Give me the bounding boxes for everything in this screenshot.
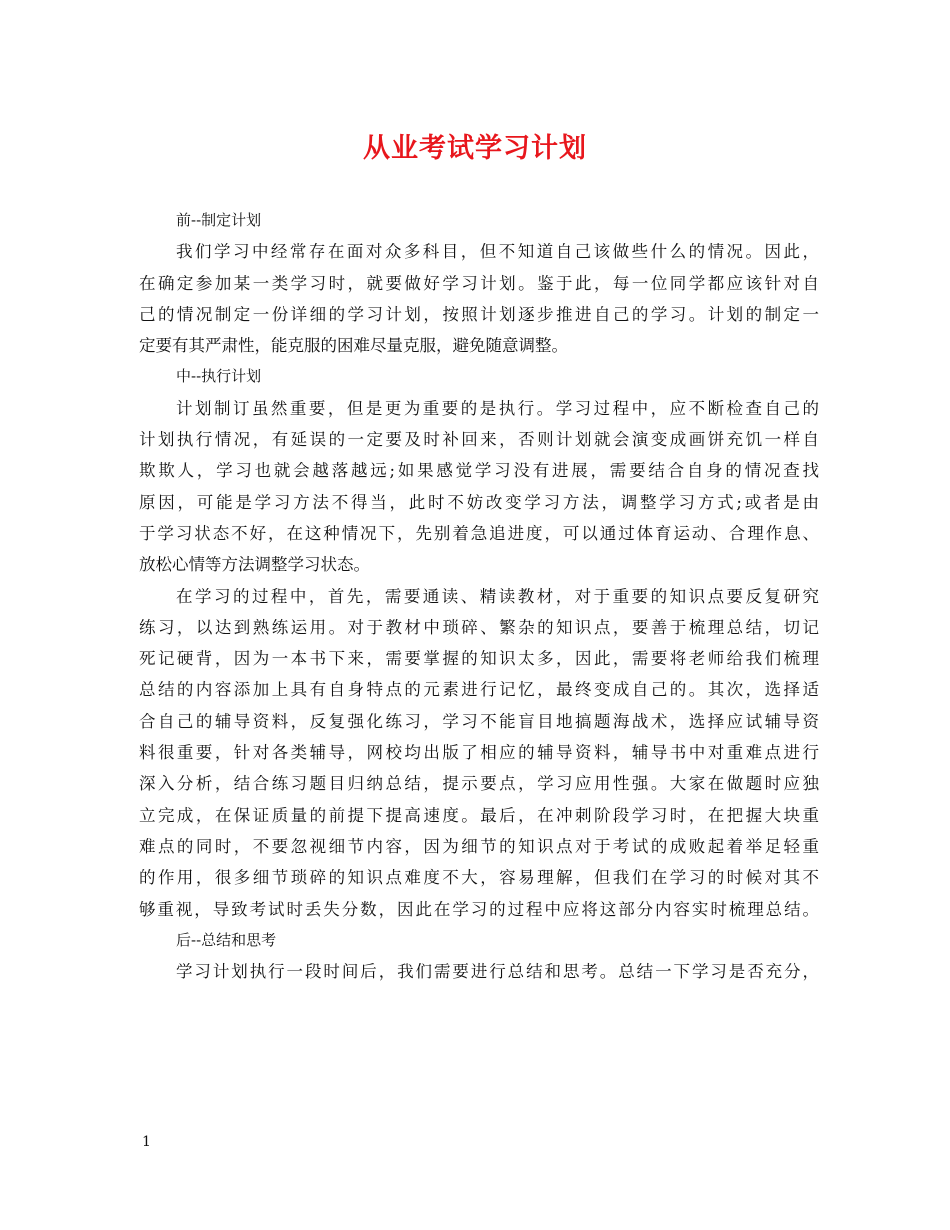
body-text-line: 料很重要，针对各类辅导，网校均出版了相应的辅导资料，辅导书中对重难点进行 bbox=[139, 743, 819, 763]
body-text-line: 死记硬背，因为一本书下来，需要掌握的知识太多，因此，需要将老师给我们梳理 bbox=[139, 649, 819, 669]
body-text-line: 学习计划执行一段时间后，我们需要进行总结和思考。总结一下学习是否充分， bbox=[176, 962, 819, 982]
body-text-line: 我们学习中经常存在面对众多科目，但不知道自己该做些什么的情况。因此， bbox=[176, 242, 819, 262]
document-body bbox=[139, 205, 819, 987]
body-text-line: 够重视，导致考试时丢失分数，因此在学习的过程中应将这部分内容实时梳理总结。 bbox=[139, 899, 819, 919]
body-text-line: 总结的内容添加上具有自身特点的元素进行记忆，最终变成自己的。其次，选择适 bbox=[139, 680, 819, 700]
body-text-line: 的作用，很多细节琐碎的知识点难度不大，容易理解，但我们在学习的时候对其不 bbox=[139, 868, 819, 888]
body-text-line: 在学习的过程中，首先，需要通读、精读教材，对于重要的知识点要反复研究 bbox=[176, 586, 819, 606]
body-text-line: 于学习状态不好，在这种情况下，先别着急追进度，可以通过体育运动、合理作息、 bbox=[139, 523, 819, 543]
body-text-line: 原因，可能是学习方法不得当，此时不妨改变学习方法，调整学习方式;或者是由 bbox=[139, 492, 819, 512]
document-title: 从业考试学习计划 bbox=[363, 133, 587, 164]
page-number: 1 bbox=[142, 1134, 151, 1150]
body-text-line: 练习，以达到熟练运用。对于教材中琐碎、繁杂的知识点，要善于梳理总结，切记 bbox=[139, 617, 819, 637]
body-text-line: 定要有其严肃性，能克服的困难尽量克服，避免随意调整。 bbox=[139, 336, 568, 356]
body-text-line: 合自己的辅导资料，反复强化练习，学习不能盲目地搞题海战术，选择应试辅导资 bbox=[139, 711, 819, 731]
section-heading: 前--制定计划 bbox=[176, 211, 262, 229]
section-heading: 后--总结和思考 bbox=[176, 930, 277, 949]
body-text-line: 深入分析，结合练习题目归纳总结，提示要点，学习应用性强。大家在做题时应独 bbox=[139, 774, 819, 794]
body-text-line: 在确定参加某一类学习时，就要做好学习计划。鉴于此，每一位同学都应该针对自 bbox=[139, 273, 819, 293]
body-text-line: 放松心情等方法调整学习状态。 bbox=[139, 555, 370, 575]
body-text-line: 己的情况制定一份详细的学习计划，按照计划逐步推进自己的学习。计划的制定一 bbox=[139, 304, 819, 324]
section-heading: 中--执行计划 bbox=[176, 367, 262, 386]
body-text-line: 计划制订虽然重要，但是更为重要的是执行。学习过程中，应不断检查自己的 bbox=[176, 398, 819, 418]
body-text-line: 计划执行情况，有延误的一定要及时补回来，否则计划就会演变成画饼充饥一样自 bbox=[139, 430, 819, 450]
body-text-line: 难点的同时，不要忽视细节内容，因为细节的知识点对于考试的成败起着举足轻重 bbox=[139, 836, 819, 856]
body-text-line: 立完成，在保证质量的前提下提高速度。最后，在冲刺阶段学习时，在把握大块重 bbox=[139, 805, 819, 825]
body-text-line: 欺欺人，学习也就会越落越远;如果感觉学习没有进展，需要结合自身的情况查找 bbox=[139, 461, 819, 481]
